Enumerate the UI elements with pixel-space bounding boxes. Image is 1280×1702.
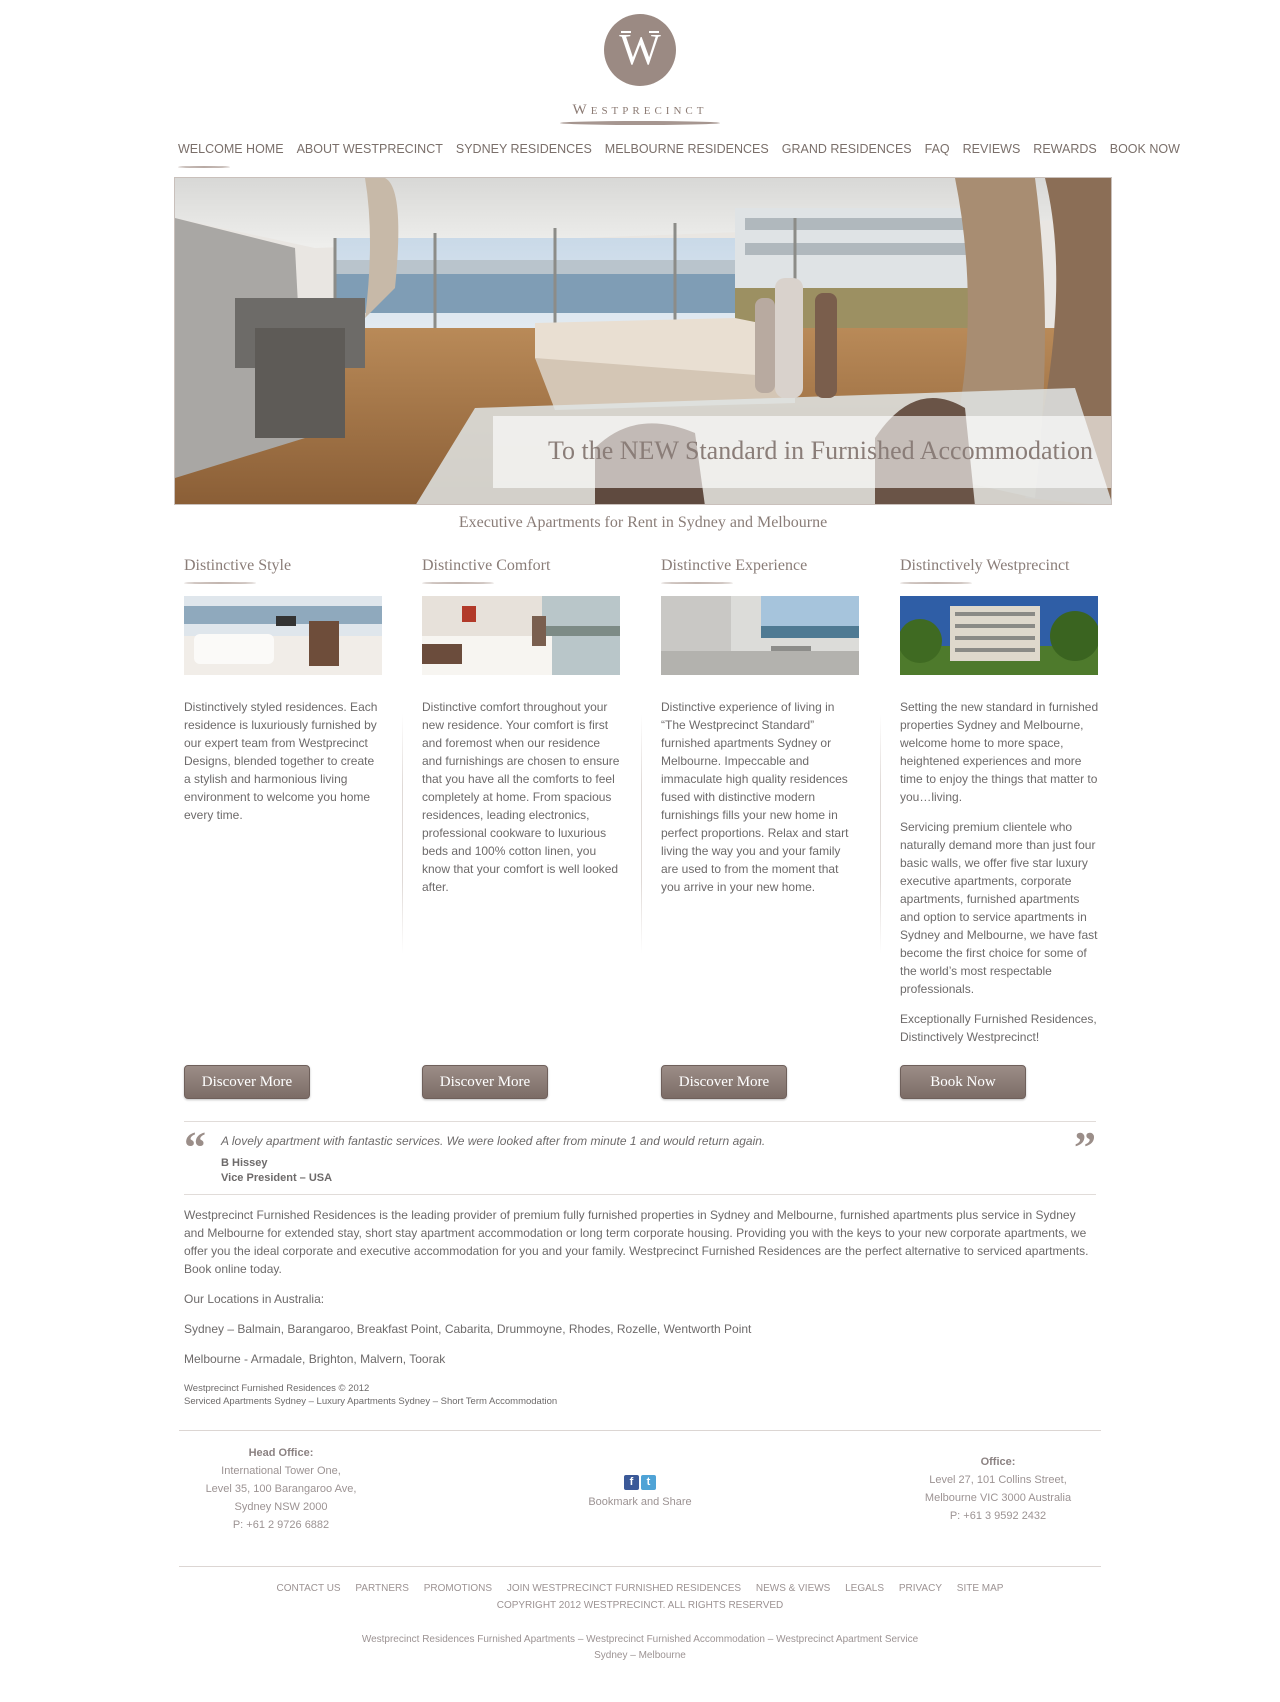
logo-swoosh bbox=[560, 121, 720, 125]
footer-link-promotions[interactable]: PROMOTIONS bbox=[423, 1583, 493, 1594]
nav-about[interactable]: ABOUT WESTPRECINCT bbox=[296, 142, 443, 156]
footer-copyright: COPYRIGHT 2012 WESTPRECINCT. ALL RIGHTS RESERVED bbox=[496, 1600, 784, 1611]
bookmark-share-link[interactable]: Bookmark and Share bbox=[588, 1496, 692, 1508]
discover-more-style-button[interactable]: Discover More bbox=[184, 1065, 310, 1099]
feature-column-comfort bbox=[422, 557, 622, 896]
footer-tagline-line: Westprecinct Residences Furnished Apartments – Westprecinct Furnished Accommodation – Westprecinct Apartment Service bbox=[361, 1634, 919, 1645]
locations-sydney: Sydney – Balmain, Barangaroo, Breakfast Point, Cabarita, Drummoyne, Rhodes, Rozelle, Wentworth Point bbox=[184, 1322, 752, 1336]
column-divider bbox=[402, 714, 403, 954]
facebook-icon[interactable]: f bbox=[624, 1475, 639, 1490]
locations-melbourne: Melbourne - Armadale, Brighton, Malvern, Toorak bbox=[184, 1352, 446, 1366]
footer-link-join[interactable]: JOIN WESTPRECINCT FURNISHED RESIDENCES bbox=[506, 1583, 742, 1594]
hero-caption: To the NEW Standard in Furnished Accommodation bbox=[547, 436, 1093, 465]
feature-column-experience bbox=[661, 557, 861, 896]
small-copyright bbox=[184, 1382, 557, 1408]
nav-sydney-residences[interactable]: SYDNEY RESIDENCES bbox=[455, 142, 592, 156]
footer-tagline-line: Sydney – Melbourne bbox=[594, 1650, 686, 1661]
feature-text: Distinctive comfort throughout your new residence. Your comfort is first and foremost when our residence and furnishings are chosen to ensure that you have all the comforts to feel completely at home. From spacious residences, leading electronics, professional cookware to luxurious beds and 100% cotton linen, you know that your comfort is well looked after. bbox=[422, 700, 620, 894]
discover-more-comfort-button[interactable]: Discover More bbox=[422, 1065, 548, 1099]
nav-rewards[interactable]: REWARDS bbox=[1033, 142, 1097, 156]
footer-divider bbox=[179, 1566, 1101, 1567]
hero-tagline: Executive Apartments for Rent in Sydney and Melbourne bbox=[458, 514, 828, 531]
feature-image-style[interactable] bbox=[184, 596, 382, 675]
column-divider bbox=[880, 714, 881, 954]
feature-text: Distinctively styled residences. Each residence is luxuriously furnished by our expert team from Westprecinct Designs, blended together to create a stylish and harmonious living environment to welcome you home every time. bbox=[184, 700, 378, 822]
testimonial-text: A lovely apartment with fantastic services. We were looked after from minute 1 and would return again. bbox=[221, 1134, 766, 1148]
feature-image-experience[interactable] bbox=[661, 596, 859, 675]
about-paragraph: Westprecinct Furnished Residences is the leading provider of premium fully furnished properties in Sydney and Melbourne, furnished apartments plus service in Sydney and Melbourne for extended stay, short stay apartment accommodation or long term corporate housing. Providing you with the keys to your new corporate apartments, we offer you the ideal corporate and executive accommodation for you and your family. Westprecinct Furnished Residences are the perfect alternative to serviced apartments. Book online today. bbox=[184, 1208, 1089, 1276]
feature-column-westprecinct bbox=[900, 557, 1100, 1046]
footer-link-partners[interactable]: PARTNERS bbox=[355, 1583, 409, 1594]
footer-link-news[interactable]: NEWS & VIEWS bbox=[755, 1583, 831, 1594]
column-divider bbox=[641, 714, 642, 954]
title-swoosh bbox=[900, 582, 972, 584]
head-office-heading: Head Office: bbox=[248, 1447, 314, 1459]
testimonial-name: B Hissey bbox=[221, 1157, 268, 1169]
nav-welcome-home[interactable]: WELCOME HOME bbox=[178, 142, 284, 156]
close-quote-icon: ” bbox=[1074, 1123, 1096, 1172]
feature-title: Distinctively Westprecinct bbox=[900, 557, 1070, 574]
feature-image-comfort[interactable] bbox=[422, 596, 620, 675]
phone-line: P: +61 2 9726 6882 bbox=[232, 1519, 330, 1531]
hero-banner bbox=[174, 177, 1112, 505]
address-line: Level 35, 100 Barangaroo Ave, bbox=[205, 1483, 357, 1495]
address-line: International Tower One, bbox=[221, 1465, 341, 1477]
logo-emblem bbox=[604, 14, 676, 86]
footer-tagline bbox=[179, 1632, 1101, 1664]
footer-link-legals[interactable]: LEGALS bbox=[845, 1583, 885, 1594]
head-office bbox=[196, 1444, 366, 1534]
title-swoosh bbox=[422, 582, 494, 584]
about-section bbox=[184, 1206, 1096, 1380]
nav-melbourne-residences[interactable]: MELBOURNE RESIDENCES bbox=[604, 142, 769, 156]
nav-book-now[interactable]: BOOK NOW bbox=[1109, 142, 1180, 156]
book-now-button[interactable]: Book Now bbox=[900, 1065, 1026, 1099]
nav-faq[interactable]: FAQ bbox=[924, 142, 950, 156]
open-quote-icon: “ bbox=[184, 1123, 206, 1172]
nav-reviews[interactable]: REVIEWS bbox=[962, 142, 1021, 156]
feature-title: Distinctive Comfort bbox=[422, 557, 551, 574]
social-links bbox=[560, 1474, 720, 1508]
copyright-line: Westprecinct Furnished Residences © 2012 bbox=[184, 1383, 370, 1394]
site-logo[interactable] bbox=[560, 14, 720, 130]
testimonial-author bbox=[221, 1156, 332, 1186]
title-swoosh bbox=[661, 582, 733, 584]
nav-grand-residences[interactable]: GRAND RESIDENCES bbox=[781, 142, 912, 156]
testimonial bbox=[184, 1121, 1096, 1195]
feature-text: Servicing premium clientele who naturally demand more than just four basic walls, we offer five star luxury executive apartments, corporate apartments, furnished apartments and option to service apartments in Sydney and Melbourne, we have fast become the first choice for some of the world’s most respectable professionals. bbox=[900, 820, 1098, 996]
feature-column-style bbox=[184, 557, 384, 824]
testimonial-role: Vice President – USA bbox=[221, 1172, 333, 1184]
footer-link-contact[interactable]: CONTACT US bbox=[276, 1583, 341, 1594]
phone-line: P: +61 3 9592 2432 bbox=[949, 1510, 1047, 1522]
locations-heading: Our Locations in Australia: bbox=[184, 1292, 325, 1306]
address-line: Level 27, 101 Collins Street, bbox=[929, 1474, 1067, 1486]
footer-nav bbox=[179, 1583, 1101, 1594]
logo-letter: W bbox=[619, 25, 661, 74]
feature-text: Distinctive experience of living in “The Westprecinct Standard” furnished apartments Sydney or Melbourne. Impeccable and immaculate high quality residences fused with distinctive modern furnishings fills your new home in perfect proportions. Relax and start living the way you and your family are used to from the moment that you arrive in your new home. bbox=[661, 700, 849, 894]
address-line: Melbourne VIC 3000 Australia bbox=[924, 1492, 1072, 1504]
address-line: Sydney NSW 2000 bbox=[234, 1501, 328, 1513]
office bbox=[908, 1453, 1088, 1525]
feature-text: Setting the new standard in furnished properties Sydney and Melbourne, welcome home to more space, heightened experiences and more time to enjoy the things that matter to you…living. bbox=[900, 700, 1099, 804]
hero-caption-panel bbox=[493, 416, 1112, 488]
footer-link-sitemap[interactable]: SITE MAP bbox=[956, 1583, 1004, 1594]
feature-image-building[interactable] bbox=[900, 596, 1098, 675]
discover-more-experience-button[interactable]: Discover More bbox=[661, 1065, 787, 1099]
feature-text: Exceptionally Furnished Residences, Distinctively Westprecinct! bbox=[900, 1012, 1097, 1044]
footer-link-privacy[interactable]: PRIVACY bbox=[898, 1583, 942, 1594]
feature-title: Distinctive Experience bbox=[661, 557, 808, 574]
twitter-icon[interactable]: t bbox=[641, 1475, 656, 1490]
main-nav bbox=[178, 142, 1180, 156]
feature-title: Distinctive Style bbox=[184, 557, 292, 574]
title-swoosh bbox=[184, 582, 256, 584]
keywords-line: Serviced Apartments Sydney – Luxury Apartments Sydney – Short Term Accommodation bbox=[184, 1396, 558, 1407]
footer-divider bbox=[179, 1430, 1101, 1431]
office-heading: Office: bbox=[980, 1456, 1016, 1468]
logo-wordmark: WESTPRECINCT bbox=[572, 102, 708, 118]
